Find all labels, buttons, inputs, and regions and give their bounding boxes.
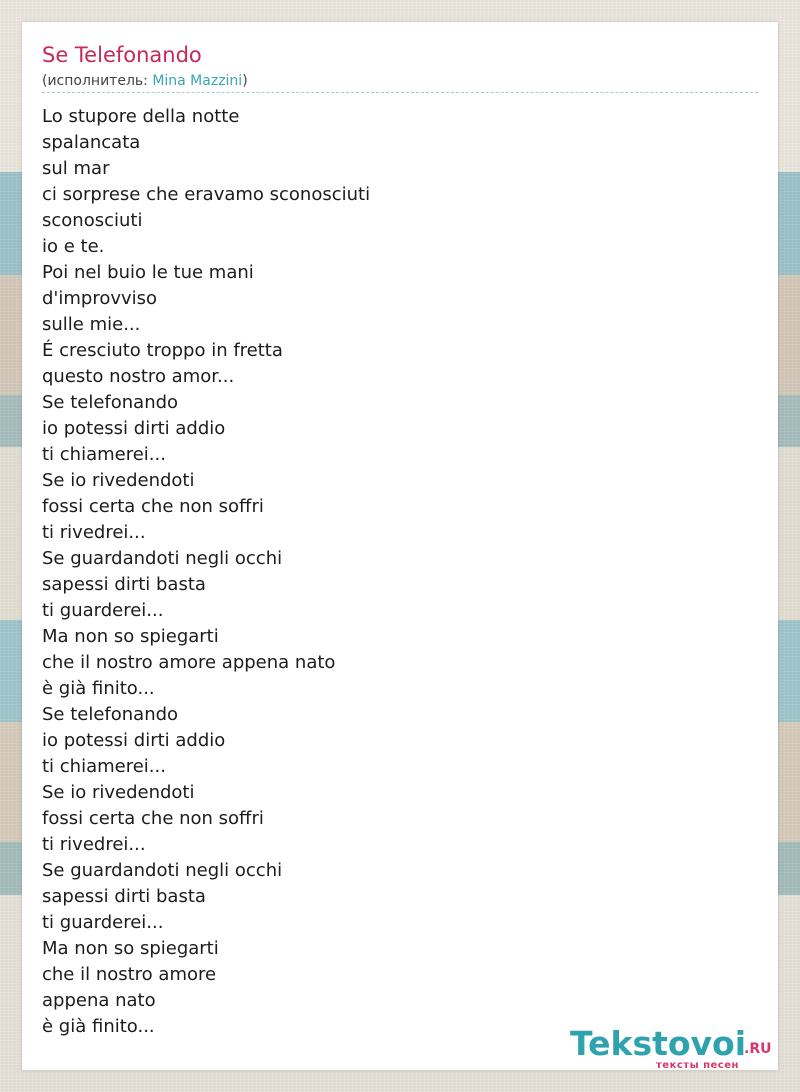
logo-subtitle: тексты песен [656,1060,739,1071]
lyric-line: questo nostro amor... [42,366,235,387]
artist-link[interactable]: Mina Mazzini [152,73,243,89]
artist-line [42,73,248,89]
lyric-line: spalancata [42,132,141,153]
lyric-line: che il nostro amore appena nato [42,652,336,673]
lyric-line: fossi certa che non soffri [42,808,264,829]
lyric-line: sulle mie... [42,314,141,335]
lyric-line: sapessi dirti basta [42,886,206,907]
lyric-line: ti chiamerei... [42,444,166,465]
lyric-line: Se io rivedendoti [42,782,195,803]
lyric-line: che il nostro amore [42,964,217,985]
lyric-line: Se telefonando [42,392,179,413]
lyric-line: Se guardandoti negli occhi [42,548,283,569]
logo-tld: .RU [744,1041,772,1057]
lyric-line: ti guarderei... [42,600,164,621]
lyric-line: è già finito... [42,678,155,699]
lyric-line: Se io rivedendoti [42,470,195,491]
lyric-line: è già finito... [42,1016,155,1037]
lyric-line: Se guardandoti negli occhi [42,860,283,881]
lyric-line: d'improvviso [42,288,158,309]
lyric-line: sconosciuti [42,210,143,231]
song-title: Se Telefonando [42,43,202,67]
lyric-line: sapessi dirti basta [42,574,206,595]
lyric-line: Ma non so spiegarti [42,938,219,959]
title-divider [42,92,758,93]
artist-suffix: ) [242,73,248,89]
lyric-line: Poi nel buio le tue mani [42,262,254,283]
lyric-line: appena nato [42,990,156,1011]
lyric-line: ci sorprese che eravamo sconosciuti [42,184,371,205]
tekstovoi-logo[interactable] [570,1026,770,1070]
lyrics-text [42,104,370,1040]
lyric-line: sul mar [42,158,110,179]
logo-name: Tekstovoi [570,1024,747,1063]
lyric-line: É cresciuto troppo in fretta [42,340,283,361]
lyric-line: Lo stupore della notte [42,106,240,127]
lyric-line: ti rivedrei... [42,522,146,543]
lyric-line: Se telefonando [42,704,179,725]
lyric-line: fossi certa che non soffri [42,496,264,517]
lyric-line: ti guarderei... [42,912,164,933]
lyrics-card [22,22,778,1070]
lyric-line: io potessi dirti addio [42,730,226,751]
lyric-line: io potessi dirti addio [42,418,226,439]
lyric-line: ti rivedrei... [42,834,146,855]
lyric-line: Ma non so spiegarti [42,626,219,647]
lyric-line: io e te. [42,236,105,257]
artist-prefix: (исполнитель: [42,73,153,89]
lyric-line: ti chiamerei... [42,756,166,777]
